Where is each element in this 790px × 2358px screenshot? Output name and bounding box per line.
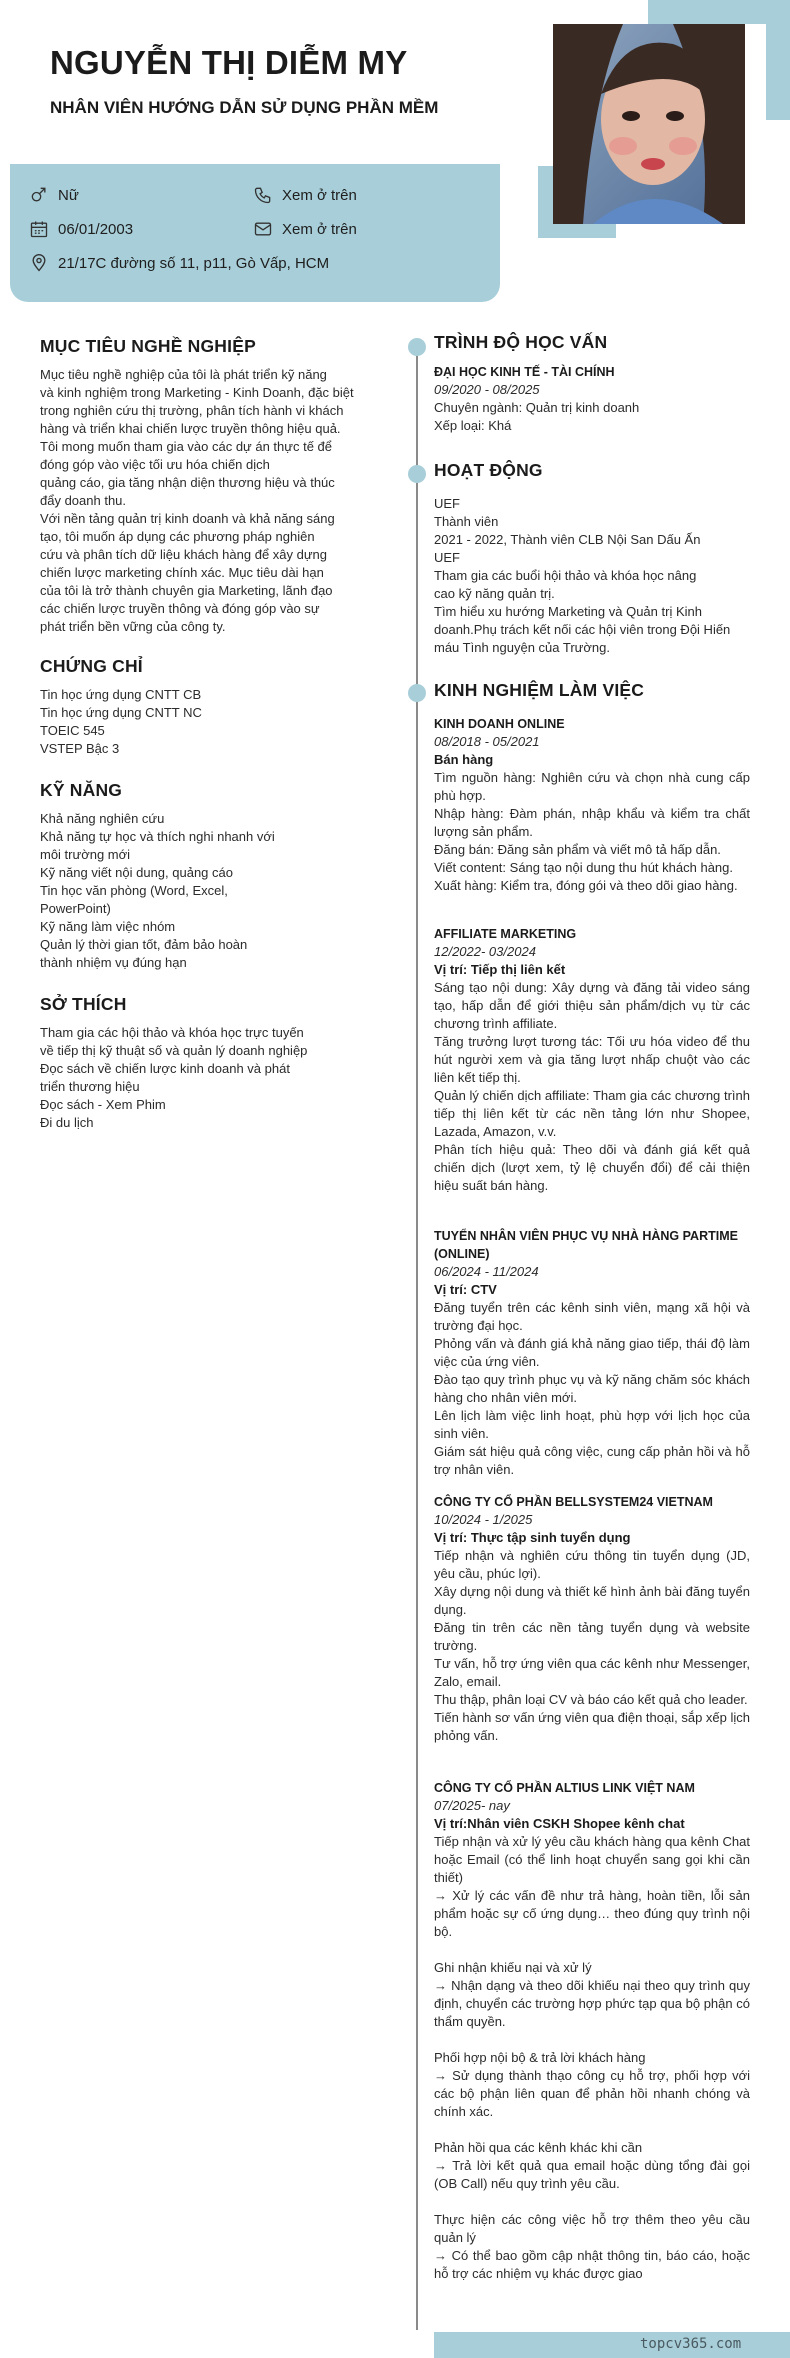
experience-date: 07/2025- nay [434,1798,510,1813]
certificate-item: Tin học ứng dụng CNTT CB [40,687,202,702]
education-title: TRÌNH ĐỘ HỌC VẤN [434,332,608,352]
hobbies-text [40,1024,362,1132]
activity-line: 2021 - 2022, Thành viên CLB Nội San Dấu Ấn [434,532,701,547]
experience-detail: → Nhận dạng và theo dõi khiếu nại theo quy trình quy định, chuyển các trường hợp phức tạp qua bộ phận có thẩm quyền. [434,1978,750,2029]
objective-line: quảng cáo, gia tăng nhận diện thương hiệu và thúc [40,475,335,490]
email-value: Xem ở trên [282,220,357,238]
objective-line: tạo, tôi muốn áp dụng các phương pháp nghiên [40,529,315,544]
experience-entry [434,1779,750,2283]
phone-value: Xem ở trên [282,186,357,204]
skill-item: Quản lý thời gian tốt, đảm bảo hoàn [40,937,248,952]
experience-entry [434,1493,750,1745]
objective-line: và kinh nghiệm trong Marketing - Kinh Doanh, đặc biệt [40,385,354,400]
certificates-text [40,686,362,758]
experience-detail: Nhập hàng: Đàm phán, nhập khẩu và kiểm tra chất lượng sản phẩm. [434,806,750,839]
activities-title: HOẠT ĐỘNG [434,460,543,480]
phone-icon [252,184,274,206]
education-text [434,399,750,435]
activity-line: cao kỹ năng quản trị. [434,586,555,601]
hobby-item: Đi du lịch [40,1115,94,1130]
certificates-title: CHỨNG CHỈ [40,656,143,676]
experience-jobs [434,715,750,2283]
certificate-item: VSTEP Bậc 3 [40,741,120,756]
experience-date: 10/2024 - 1/2025 [434,1512,533,1527]
experience-detail [434,2193,750,2211]
skill-item: thành nhiệm vụ đúng hạn [40,955,187,970]
gender-value: Nữ [58,186,79,204]
contact-panel [10,164,500,302]
experience-detail: Quản lý chiến dịch affiliate: Tham gia các chương trình tiếp thị liên kết từ các nền tảng lớn như Shopee, Lazada, Amazon, v.v. [434,1088,750,1139]
certificate-item: TOEIC 545 [40,723,105,738]
experience-detail [434,1941,750,1959]
experience-entry [434,715,750,895]
skill-item: Khả năng nghiên cứu [40,811,165,826]
education-detail: Xếp loại: Khá [434,418,512,433]
objective-line: trong nghiên cứu thị trường, phân tích hành vi khách [40,403,344,418]
activity-line: UEF [434,550,460,565]
email-icon [252,218,274,240]
experience-detail: Đăng bán: Đăng sản phẩm và viết mô tả hấp dẫn. [434,842,721,857]
certificate-item: Tin học ứng dụng CNTT NC [40,705,202,720]
objective-line: của tôi là trở thành chuyên gia Marketing, lãnh đạo [40,583,333,598]
hobby-item: Đọc sách về chiến lược kinh doanh và phát [40,1061,290,1076]
experience-detail: Xuất hàng: Kiểm tra, đóng gói và theo dõi giao hàng. [434,878,738,893]
experience-detail: Tìm nguồn hàng: Nghiên cứu và chọn nhà cung cấp phù hợp. [434,770,750,803]
objective-line: các chiến lược truyền thông và đóng góp vào sự [40,601,320,616]
objective-line: phát triển bền vững của công ty. [40,619,226,634]
objective-line: Với nền tảng quản trị kinh doanh và khả năng sáng [40,511,335,526]
experience-detail: Xây dựng nội dung và thiết kế hình ảnh bài đăng tuyển dụng. [434,1584,750,1617]
experience-detail: → Trả lời kết quả qua email hoặc dùng tổng đài gọi (OB Call) nếu quy trình yêu cầu. [434,2158,750,2191]
job-title: NHÂN VIÊN HƯỚNG DẪN SỬ DỤNG PHẦN MỀM [50,98,439,117]
experience-detail: Đăng tuyển trên các kênh sinh viên, mạng xã hội và trường đại học. [434,1300,750,1333]
skills-section [40,780,362,972]
skill-item: môi trường mới [40,847,131,862]
avatar [553,24,745,224]
activity-line: Thành viên [434,514,499,529]
experience-detail: Phân tích hiệu quả: Theo dõi và đánh giá kết quả chiến dịch (lượt xem, tỷ lệ chuyển đổi) để cải thiện hiệu suất bán hàng. [434,1142,750,1193]
objective-text [40,366,362,636]
experience-detail: → Có thể bao gồm cập nhật thông tin, báo cáo, hoặc hỗ trợ các nhiệm vụ khác được giao [434,2248,750,2281]
education-org: ĐẠI HỌC KINH TẾ - TÀI CHÍNH [434,365,615,379]
decor-strip-right [766,24,790,120]
activities-section [434,460,750,657]
timeline-dot-experience [408,684,426,702]
activity-line: Tham gia các buổi hội thảo và khóa học nâng [434,568,697,583]
activities-text [434,495,750,657]
contact-birthday [28,218,133,240]
skills-title: KỸ NĂNG [40,780,123,800]
hobby-item: Đọc sách - Xem Phim [40,1097,166,1112]
experience-section [434,680,750,2283]
calendar-icon [28,218,50,240]
experience-title: KINH NGHIỆM LÀM VIỆC [434,680,645,700]
activity-line: doanh.Phụ trách kết nối các hội viên trong Đội Hiến [434,622,731,637]
experience-date: 12/2022- 03/2024 [434,944,536,959]
experience-detail: → Xử lý các vấn đề như trả hàng, hoàn tiền, lỗi sản phẩm hoặc sự cố ứng dụng… theo đúng quy trình nội bộ. [434,1888,750,1939]
experience-detail: Tiến hành sơ vấn ứng viên qua điện thoại, sắp xếp lịch phỏng vấn. [434,1710,750,1743]
experience-detail: Phối hợp nội bộ & trả lời khách hàng [434,2050,646,2065]
timeline-line [416,346,418,2330]
contact-address [28,252,329,274]
contact-gender [28,184,79,206]
hobby-item: về tiếp thị kỹ thuật số và quản lý doanh nghiệp [40,1043,308,1058]
experience-org: AFFILIATE MARKETING [434,927,577,941]
contact-email [252,218,357,240]
experience-org: CÔNG TY CỔ PHẦN ALTIUS LINK VIỆT NAM [434,1781,695,1795]
education-date: 09/2020 - 08/2025 [434,382,540,397]
experience-detail: Phỏng vấn và đánh giá khả năng giao tiếp, thái độ làm việc của ứng viên. [434,1336,750,1369]
experience-detail: Ghi nhận khiếu nại và xử lý [434,1960,592,1975]
experience-entry [434,1227,750,1479]
activity-line: UEF [434,496,460,511]
experience-detail [434,2031,750,2049]
experience-org: CÔNG TY CỔ PHẦN BELLSYSTEM24 VIETNAM [434,1495,713,1509]
experience-detail: Đăng tin trên các nền tảng tuyển dụng và website trường. [434,1620,750,1653]
hobby-item: triển thương hiệu [40,1079,140,1094]
experience-role: Vị trí: Thực tập sinh tuyển dụng [434,1530,631,1545]
skill-item: Kỹ năng làm việc nhóm [40,919,176,934]
candidate-name: NGUYỄN THỊ DIỄM MY [50,44,408,81]
experience-detail: Sáng tạo nội dung: Xây dựng và đăng tải video sáng tạo, hấp dẫn để giới thiệu sản phẩm/dịch vụ từ các chương trình affiliate. [434,980,750,1031]
experience-detail: Tiếp nhận và xử lý yêu cầu khách hàng qua kênh Chat hoặc Email (có thể linh hoạt chuyển sang gọi khi cần thiết) [434,1834,750,1885]
experience-detail: Đào tạo quy trình phục vụ và kỹ năng chăm sóc khách hàng cho nhân viên mới. [434,1372,750,1405]
experience-org: TUYỂN NHÂN VIÊN PHỤC VỤ NHÀ HÀNG PARTIME (ONLINE) [434,1229,738,1261]
hobbies-section [40,994,362,1132]
experience-org: KINH DOANH ONLINE [434,717,565,731]
objective-line: Mục tiêu nghề nghiệp của tôi là phát triển kỹ năng [40,367,327,382]
decor-block-top-right [648,0,790,24]
skill-item: Khả năng tự học và thích nghi nhanh với [40,829,275,844]
location-pin-icon [28,252,50,274]
objective-title: MỤC TIÊU NGHỀ NGHIỆP [40,336,256,356]
experience-detail [434,2121,750,2139]
education-detail: Chuyên ngành: Quản trị kinh doanh [434,400,640,415]
experience-detail: Viết content: Sáng tạo nội dung thu hút khách hàng. [434,860,733,875]
experience-detail: Thực hiện các công việc hỗ trợ thêm theo yêu cầu quản lý [434,2212,750,2245]
experience-detail: Lên lịch làm việc linh hoạt, phù hợp với lịch học của sinh viên. [434,1408,750,1441]
experience-detail: Giám sát hiệu quả công việc, cung cấp phản hồi và hỗ trợ nhân viên. [434,1444,750,1477]
hobbies-title: SỞ THÍCH [40,994,127,1014]
experience-role: Vị trí:Nhân viên CSKH Shopee kênh chat [434,1816,685,1831]
avatar-portrait [553,24,745,224]
objective-line: chiến lược marketing chính xác. Mục tiêu dài hạn [40,565,324,580]
activity-line: máu Tình nguyện của Trường. [434,640,610,655]
objective-line: Tôi mong muốn tham gia vào các dự án thực tế để [40,439,333,454]
skills-text [40,810,362,972]
experience-detail: Tiếp nhận và nghiên cứu thông tin tuyển dụng (JD, yêu cầu, phúc lợi). [434,1548,750,1581]
experience-detail: → Sử dụng thành thạo công cụ hỗ trợ, phối hợp với các bộ phận liên quan để phản hồi nhanh chóng và chính xác. [434,2068,750,2119]
objective-section [40,336,362,636]
experience-detail: Tăng trưởng lượt tương tác: Tối ưu hóa video để thu hút người xem và gia tăng lượt nhấp chuột vào các liên kết tiếp thị. [434,1034,750,1085]
certificates-section [40,656,362,758]
activity-line: Tìm hiểu xu hướng Marketing và Quản trị Kinh [434,604,702,619]
objective-line: cứu và phân tích dữ liệu khách hàng để xây dựng [40,547,328,562]
experience-detail: Phản hồi qua các kênh khác khi cần [434,2140,643,2155]
experience-detail: Thu thập, phân loại CV và báo cáo kết quả cho leader. [434,1692,748,1707]
skill-item: Kỹ năng viết nội dung, quảng cáo [40,865,233,880]
address-value: 21/17C đường số 11, p11, Gò Vấp, HCM [58,254,330,272]
experience-entry [434,925,750,1195]
experience-date: 06/2024 - 11/2024 [434,1264,539,1279]
objective-line: đẩy doanh thu. [40,493,127,508]
skill-item: Tin học văn phòng (Word, Excel, [40,883,228,898]
timeline-dot-education [408,338,426,356]
skill-item: PowerPoint) [40,901,111,916]
experience-role: Bán hàng [434,752,494,767]
site-watermark: topcv365.com [640,2336,742,2352]
timeline-dot-activities [408,465,426,483]
contact-phone [252,184,357,206]
birthday-value: 06/01/2003 [58,220,134,238]
education-section [434,332,750,435]
gender-icon [28,184,50,206]
experience-detail: Tư vấn, hỗ trợ ứng viên qua các kênh như Messenger, Zalo, email. [434,1656,750,1689]
hobby-item: Tham gia các hội thảo và khóa học trực tuyến [40,1025,304,1040]
experience-role: Vị trí: CTV [434,1282,497,1297]
experience-date: 08/2018 - 05/2021 [434,734,540,749]
experience-role: Vị trí: Tiếp thị liên kết [434,962,566,977]
objective-line: hàng và triển khai chiến lược truyền thông hiệu quả. [40,421,341,436]
objective-line: đóng góp vào việc tối ưu hóa chiến dịch [40,457,270,472]
